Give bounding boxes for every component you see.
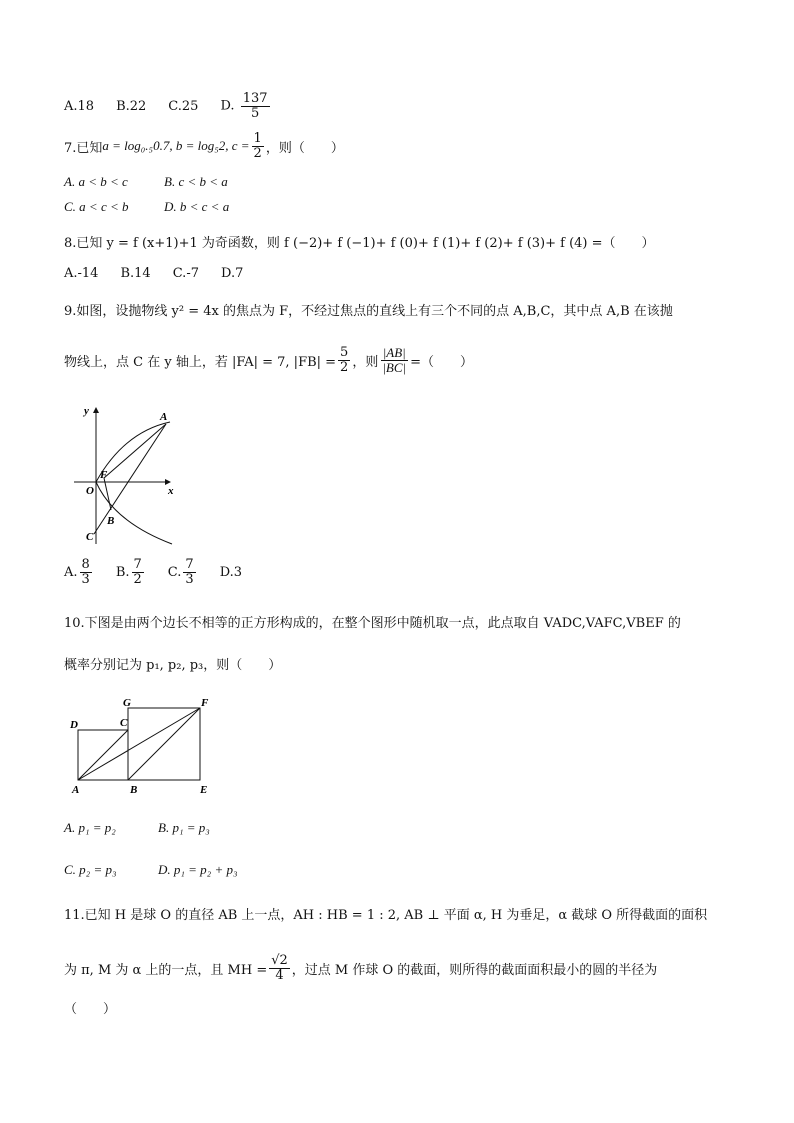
q9-label-b: B (107, 515, 115, 527)
q10-label-f: F (201, 697, 209, 709)
q8-text: 8.已知 y = f (x+1)+1 为奇函数，则 f (−2)+ f (−1)+ f (0)+ f (1)+ f (2)+ f (3)+ f (4) =（ ） (64, 236, 655, 251)
q10-options-row1 (64, 820, 210, 836)
q9-line-fa (104, 424, 166, 478)
q9-label-f: F (100, 469, 108, 481)
q7-options-row2 (64, 199, 229, 215)
q9-option-c-label: C. (167, 564, 182, 580)
q9-c-den: 3 (185, 571, 194, 587)
q9-label-c: C (86, 531, 94, 543)
q10-label-c: C (120, 717, 128, 729)
q9-option-d: D.3 (219, 564, 243, 580)
q9-option-c-fraction (183, 558, 195, 586)
q10-options-row2 (64, 862, 238, 878)
q9-option-a-label: A. (64, 564, 78, 580)
q9-fb-den: 2 (340, 359, 349, 375)
q7-option-a: A. a < b < c (64, 174, 128, 189)
q6-option-c: C.25 (168, 98, 199, 114)
q10-option-d: D. p₁ = p₂ + p₃ (158, 862, 238, 877)
q6-option-d-fraction (241, 92, 270, 120)
q9-label-y: y (84, 405, 89, 417)
q10-text-line2: 概率分别记为 p₁, p₂, p₃，则（ ） (64, 658, 282, 673)
q11-text-line1: 11.已知 H 是球 O 的直径 AB 上一点，AH : HB = 1 : 2, AB ⊥ 平面 α, H 为垂足，α 截球 O 所得截面的面积 (64, 908, 708, 923)
q8-option-b: B.14 (120, 266, 151, 281)
q9-a-num: 8 (81, 557, 90, 572)
q9-text-line1: 9.如图，设抛物线 y² = 4x 的焦点为 F，不经过焦点的直线上有三个不同的点 A,B,C，其中点 A,B 在该抛 (64, 304, 673, 319)
q7-option-b: B. c < b < a (164, 174, 228, 189)
q11-mh-fraction (269, 954, 290, 982)
q6-d-denominator: 5 (250, 105, 260, 121)
q9-option-b-label: B. (115, 564, 130, 580)
q9-b-num: 7 (133, 557, 142, 572)
q10-line2 (64, 654, 281, 673)
q9-ratio-fraction (380, 346, 408, 374)
q6-option-d-label: D. (220, 98, 235, 114)
q9-c-num: 7 (185, 557, 194, 572)
q8-option-d: D.7 (220, 266, 244, 281)
q10-label-e: E (200, 784, 208, 796)
q7-frac-num: 1 (253, 131, 262, 146)
q11-answer-blank: （ ） (64, 1002, 117, 1017)
q9-line2-prefix: 物线上，点 C 在 y 轴上，若 |FA| = 7, |FB| = (64, 354, 337, 370)
q10-option-a: A. p₁ = p₂ (64, 820, 116, 835)
q8-options (64, 266, 265, 281)
q9-parabola-figure (74, 398, 194, 550)
q9-a-den: 3 (81, 571, 90, 587)
q8-option-a: A.-14 (64, 266, 99, 281)
q9-line2-suffix: =（ ） (410, 354, 474, 370)
q9-label-o: O (86, 485, 94, 497)
q10-option-b: B. p₁ = p₃ (158, 820, 210, 835)
q10-label-b: B (130, 784, 138, 796)
q10-line1 (64, 612, 681, 631)
q10-option-c: C. p₂ = p₃ (64, 862, 117, 877)
q9-fb-num: 5 (340, 345, 349, 360)
q9-options (64, 558, 242, 586)
q9-option-c (168, 558, 198, 586)
q7-fraction (252, 132, 264, 160)
q9-ratio-num: |AB| (382, 345, 406, 360)
q9-line1 (64, 300, 673, 319)
q7-suffix: ，则（ ） (265, 140, 344, 156)
q9-ratio-prefix: ，则 (352, 354, 379, 370)
q9-fb-fraction (338, 346, 350, 374)
q11-line3 (64, 998, 116, 1017)
q6-options (64, 92, 272, 120)
q10-squares-figure (68, 694, 218, 796)
q9-ratio-den: |BC| (382, 359, 407, 375)
q7-option-c: C. a < c < b (64, 199, 129, 214)
q7-prefix: 7.已知 (64, 140, 103, 156)
q6-d-numerator: 137 (242, 91, 268, 106)
q9-line-fb (104, 478, 111, 510)
q9-option-b (116, 558, 146, 586)
q11-line2 (64, 954, 657, 982)
q6-option-a: A.18 (64, 98, 95, 114)
q8-stem (64, 232, 655, 251)
q7-options-row1 (64, 174, 228, 190)
q9-option-a-fraction (80, 558, 92, 586)
q11-mh-den: 4 (275, 967, 284, 983)
q9-label-x: x (168, 485, 174, 497)
q8-option-c: C.-7 (172, 266, 199, 281)
q10-text-line1: 10.下图是由两个边长不相等的正方形构成的，在整个图形中随机取一点，此点取自 VADC,VAFC,VBEF 的 (64, 616, 681, 631)
q11-line2-prefix: 为 π, M 为 α 上的一点，且 MH = (64, 962, 268, 978)
q9-option-a (64, 558, 94, 586)
q10-label-d: D (70, 719, 78, 731)
q7-stem (64, 132, 344, 160)
q9-label-a: A (160, 411, 168, 423)
q10-label-g: G (123, 697, 131, 709)
q9-option-b-fraction (132, 558, 144, 586)
q7-option-d: D. b < c < a (164, 199, 230, 214)
q7-expression: a = log₀.₅0.7, b = log₅2, c = (102, 138, 250, 154)
q11-mh-num: √2 (271, 953, 288, 968)
q9-b-den: 2 (133, 571, 142, 587)
q6-option-b: B.22 (116, 98, 147, 114)
q11-line1 (64, 904, 707, 923)
q9-line2 (64, 346, 473, 374)
q6-option-d (220, 92, 271, 120)
q11-line2-suffix: ，过点 M 作球 O 的截面，则所得的截面面积最小的圆的半径为 (291, 962, 658, 978)
q10-label-a: A (72, 784, 80, 796)
q7-frac-den: 2 (253, 145, 262, 161)
